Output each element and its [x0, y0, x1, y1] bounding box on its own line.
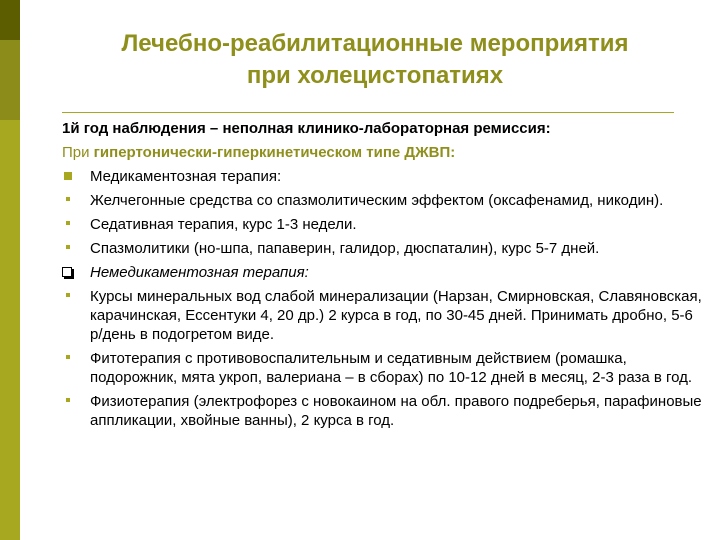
small-bullet-icon: [66, 355, 70, 359]
list-item-text: Медикаментозная терапия:: [90, 168, 282, 185]
slide-content: [62, 119, 702, 435]
list-item-text: Спазмолитики (но-шпа, папаверин, галидор, дюспаталин), курс 5-7 дней.: [90, 240, 600, 257]
list-item: [62, 392, 702, 430]
list-item-text: Немедикаментозная терапия:: [90, 264, 309, 281]
slide-title-line1: Лечебно-реабилитационные мероприятия: [121, 30, 629, 57]
list-item: [62, 167, 702, 186]
decorative-side-bar: [0, 0, 20, 540]
small-bullet-icon: [66, 245, 70, 249]
list-item: [62, 287, 702, 344]
side-bar-light-segment: [0, 120, 20, 540]
list-item: [62, 215, 702, 234]
slide-title-line2: при холецистопатиях: [246, 62, 504, 89]
list-item-text: Седативная терапия, курс 1-3 недели.: [90, 216, 357, 233]
subheading-prefix: При: [62, 144, 94, 161]
title-divider: [62, 112, 674, 113]
small-bullet-icon: [66, 197, 70, 201]
list-item-text: Фитотерапия с противовоспалительным и седативным действием (ромашка, подорожник, мята укроп, валериана – в сборах) по 10-12 дней в месяц, 2-3 раза в год.: [90, 350, 693, 386]
section-heading: 1й год наблюдения – неполная клинико-лабораторная ремиссия:: [62, 120, 551, 137]
list-item: [62, 349, 702, 387]
list-item-text: Курсы минеральных вод слабой минерализации (Нарзан, Смирновская, Славяновская, карачинская, Ессентуки 4, 20 др.) 2 курса в год, по 30-45 дней. Принимать дробно, 5-6 р/день в подогретом виде.: [90, 288, 702, 343]
subheading-accent: гипертонически-гиперкинетическом типе ДЖВП:: [93, 144, 456, 161]
square-bullet-icon: [64, 172, 72, 180]
list-item: [62, 263, 702, 282]
list-item: [62, 191, 702, 210]
box-bullet-icon: [62, 267, 72, 277]
small-bullet-icon: [66, 398, 70, 402]
subheading: [62, 143, 702, 162]
list-item-text: Физиотерапия (электрофорез с новокаином на обл. правого подреберья, парафиновые аппликации, хвойные ванны), 2 курса в год.: [90, 393, 702, 429]
small-bullet-icon: [66, 221, 70, 225]
side-bar-dark-segment: [0, 0, 20, 40]
slide-title: [30, 28, 720, 92]
list-item-text: Желчегонные средства со спазмолитическим эффектом (оксафенамид, никодин).: [90, 192, 664, 209]
list-item: [62, 239, 702, 258]
side-bar-mid-segment: [0, 40, 20, 120]
small-bullet-icon: [66, 293, 70, 297]
